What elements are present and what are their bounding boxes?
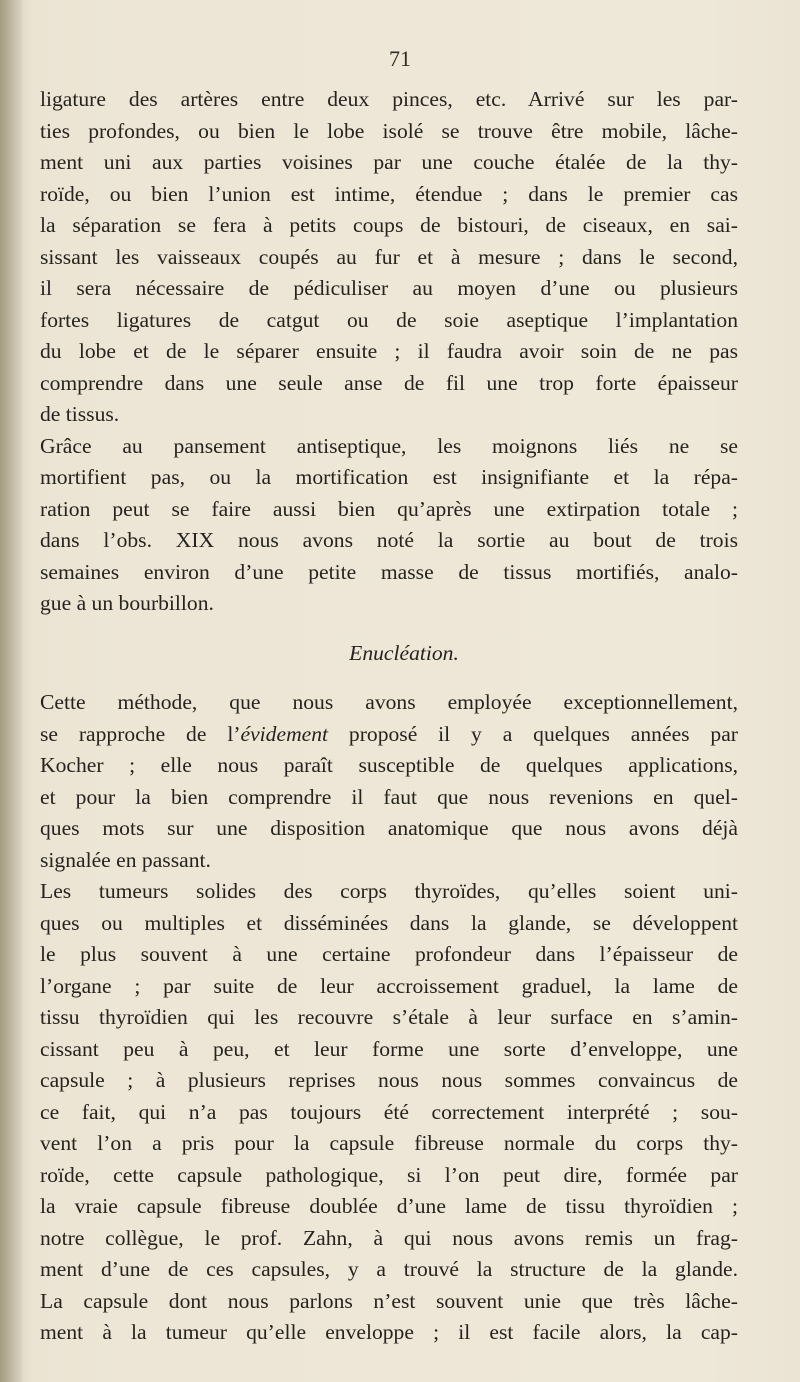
text-line: La capsule dont nous parlons n’est souvent unie que très lâche-	[40, 1288, 738, 1313]
text-line: de tissus.	[40, 402, 120, 426]
text-line: fortes ligatures de catgut ou de soie aseptique l’implantation	[40, 307, 738, 332]
text-line: ment uni aux parties voisines par une couche étalée de la thy-	[40, 150, 738, 174]
text-line: ment d’une de ces capsules, y a trouvé la structure de la glande.	[40, 1257, 738, 1281]
text-line: Les tumeurs solides des corps thyroïdes, qu’elles soient uni-	[40, 879, 738, 903]
text-line: il sera nécessaire de pédiculiser au moyen d’une ou plusieurs	[40, 276, 738, 300]
paragraph-1	[40, 84, 738, 431]
paragraph-4	[40, 876, 738, 1349]
text-line: capsule ; à plusieurs reprises nous nous sommes convaincus de	[40, 1068, 738, 1092]
text-line: la vraie capsule fibreuse doublée d’une lame de tissu thyroïdien ;	[40, 1194, 738, 1218]
text-line: le plus souvent à une certaine profondeur dans l’épaisseur de	[40, 942, 738, 966]
text-line	[40, 719, 738, 751]
text-line: ment à la tumeur qu’elle enveloppe ; il est facile alors, la cap-	[40, 1320, 738, 1344]
paragraph-3	[40, 687, 738, 876]
text-line: Cette méthode, que nous avons employée exceptionnellement,	[40, 690, 738, 714]
text-line: ration peut se faire aussi bien qu’après une extirpation totale ;	[40, 496, 738, 521]
paragraph-2	[40, 431, 738, 620]
text-line: sissant les vaisseaux coupés au fur et à mesure ; dans le second,	[40, 244, 738, 269]
italic-term: évidement	[240, 721, 329, 746]
page-number: 71	[389, 46, 411, 71]
text-line: ques mots sur une disposition anatomique que nous avons déjà	[40, 816, 738, 840]
text-line: l’organe ; par suite de leur accroissement graduel, la lame de	[40, 973, 738, 998]
text-line: ties profondes, ou bien le lobe isolé se trouve être mobile, lâche-	[40, 118, 738, 143]
text-line: Grâce au pansement antiseptique, les moignons liés ne se	[40, 433, 738, 458]
text-line: cissant peu à peu, et leur forme une sorte d’enveloppe, une	[40, 1036, 738, 1061]
text-line: Kocher ; elle nous paraît susceptible de quelques applications,	[40, 753, 738, 777]
text-line: mortifient pas, ou la mortification est insignifiante et la répa-	[40, 465, 738, 489]
text-fragment: se rapproche de l’	[40, 721, 241, 746]
text-line: tissu thyroïdien qui les recouvre s’étale à leur surface en s’amin-	[40, 1005, 738, 1029]
text-line: ce fait, qui n’a pas toujours été correctement interprété ; sou-	[40, 1099, 738, 1124]
text-line: gue à un bourbillon.	[40, 591, 214, 615]
text-line: la séparation se fera à petits coups de bistouri, de ciseaux, en sai-	[40, 213, 738, 237]
spine-shadow	[0, 0, 22, 1382]
text-line: comprendre dans une seule anse de fil une trop forte épaisseur	[40, 370, 738, 395]
text-line: ques ou multiples et disséminées dans la glande, se développent	[40, 910, 738, 935]
text-line: semaines environ d’une petite masse de tissus mortifiés, analo-	[40, 559, 738, 584]
text-line: roïde, ou bien l’union est intime, étendue ; dans le premier cas	[40, 181, 738, 206]
text-fragment: proposé il y a quelques années par	[328, 721, 738, 746]
text-line: vent l’on a pris pour la capsule fibreuse normale du corps thy-	[40, 1131, 738, 1155]
text-line: ligature des artères entre deux pinces, etc. Arrivé sur les par-	[40, 87, 738, 111]
text-line: du lobe et de le séparer ensuite ; il faudra avoir soin de ne pas	[40, 339, 738, 363]
text-line: et pour la bien comprendre il faut que nous revenions en quel-	[40, 784, 738, 809]
section-heading: Enucléation.	[349, 640, 459, 665]
text-line: dans l’obs. XIX nous avons noté la sortie au bout de trois	[40, 528, 738, 552]
body-text	[40, 84, 738, 1349]
text-line: signalée en passant.	[40, 847, 211, 872]
text-line: roïde, cette capsule pathologique, si l’on peut dire, formée par	[40, 1162, 738, 1187]
text-line: notre collègue, le prof. Zahn, à qui nous avons remis un frag-	[40, 1225, 738, 1250]
